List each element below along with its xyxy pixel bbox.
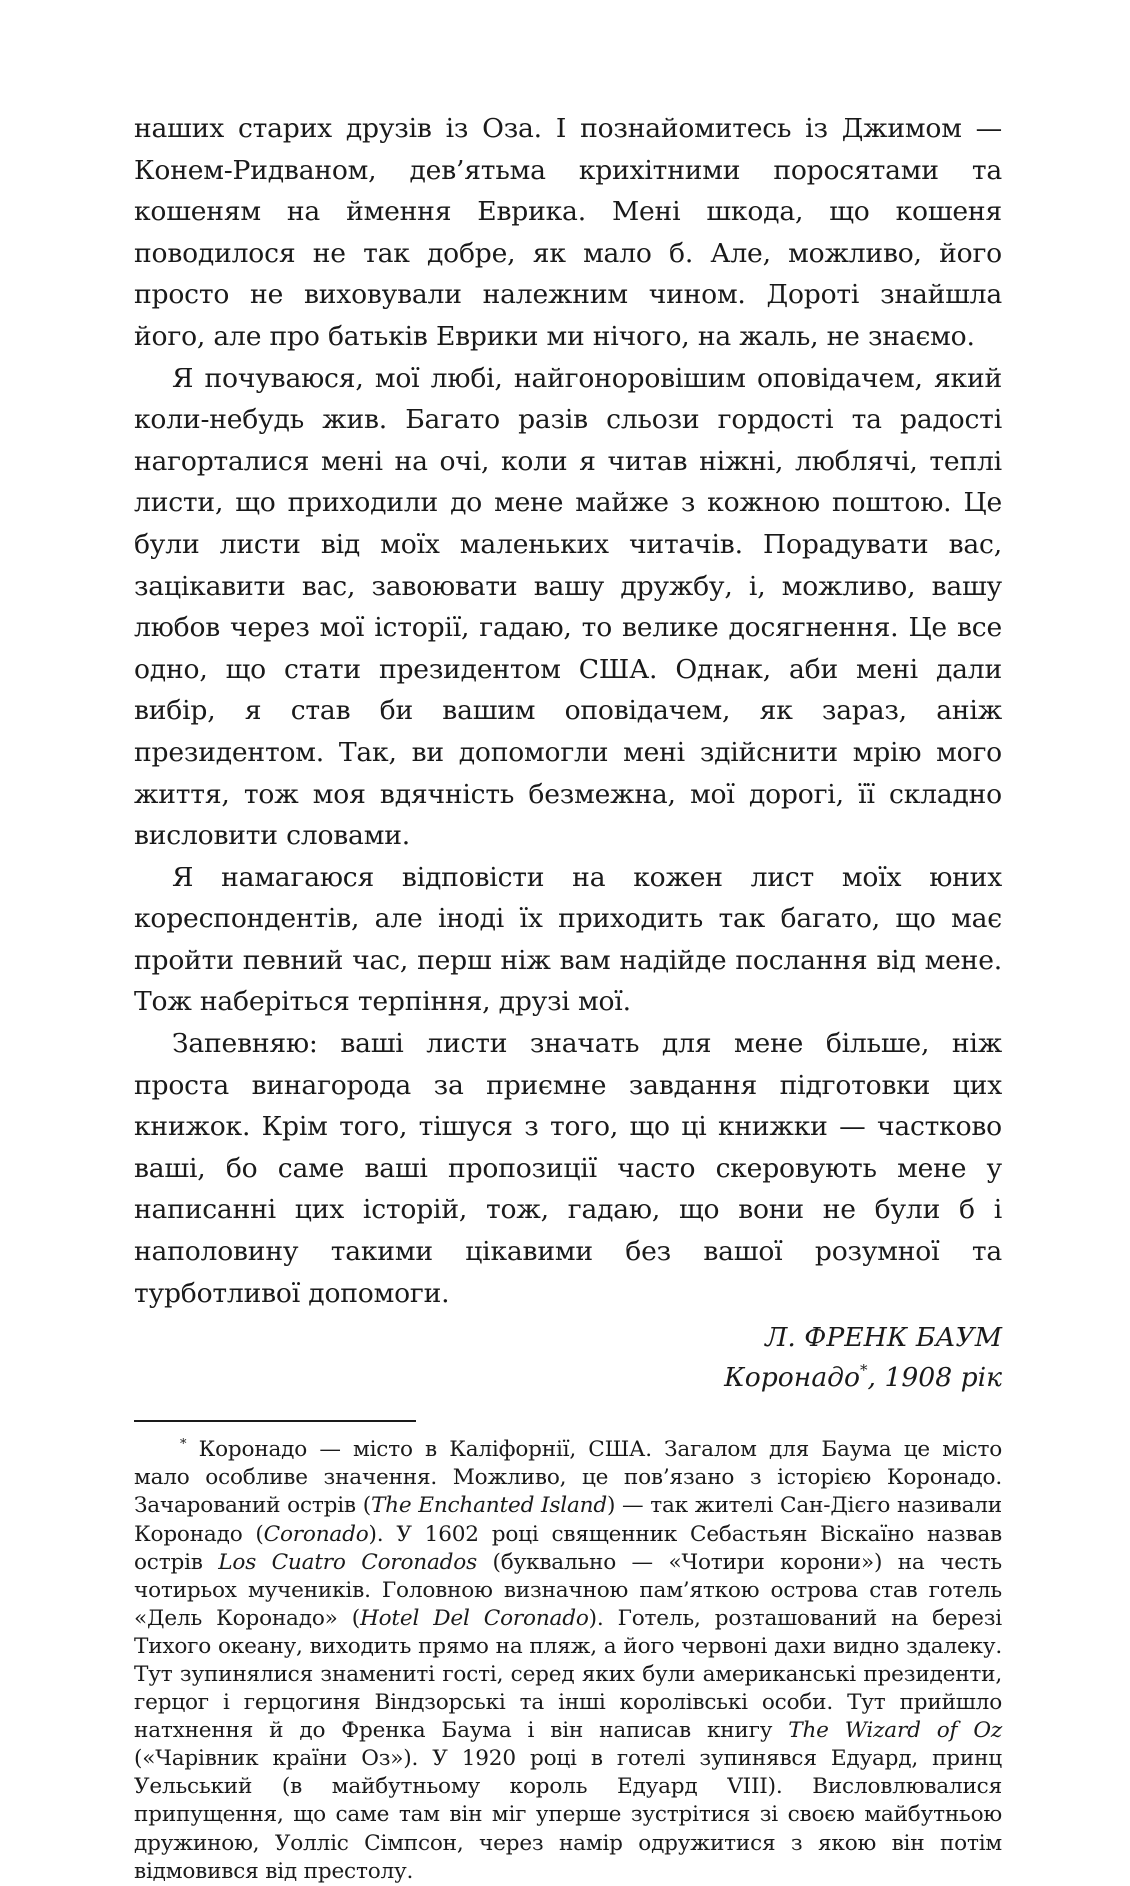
footnote-divider [134,1420,416,1422]
footnote-italic: Los Cuatro Coronados [218,1549,477,1575]
signature-author: Л. ФРЕНК БАУМ [765,1322,1002,1354]
paragraph: Запевняю: ваші листи значать для мене більше, ніж проста винагорода за приємне завдання підготовки цих книжок. Крім того, тішуся з того, що ці книжки — частково ваші, бо саме ваші пропозиції часто скеровують мене у написанні цих історій, тож, гадаю, що вони не були б і наполовину такими цікавими без вашої розумної та турботливої допомоги. [134,1028,1002,1309]
footnote-italic: Hotel Del Coronado [359,1605,589,1631]
footnote [134,1436,1002,1886]
footnote-reference: * [860,1361,868,1380]
footnote-text: ). Готель, розташований на березі Тихого океану, виходить прямо на пляж, а його червоні дахи видно здалеку. Тут зупинялися знамениті гості, серед яких були американські президенти, герцог і герцогиня Віндзорські та інші королівські особи. Тут прийшло натхнення й до Френка Баума і він написав книгу [134,1605,1002,1744]
signature-place: Коронадо [724,1362,861,1394]
main-text [134,108,1002,1314]
signature-date: , 1908 рік [867,1362,1002,1394]
footnote-italic: The Enchanted Island [370,1493,607,1519]
footnote-text: ) — так жителі Сан-Дієго називали Коронадо ( [134,1493,1002,1547]
paragraph: Я намагаюся відповісти на кожен лист моїх юних кореспондентів, але іноді їх приходить так багато, що має пройти певний час, перш ніж вам надійде послання від мене. Тож наберіться терпіння, друзі мої. [134,861,1002,1018]
paragraph: Я почуваюся, мої любі, найгоноровішим оповідачем, який коли-небудь жив. Багато разів сльози гордості та радості нагорталися мені на очі, коли я читав ніжні, люблячі, теплі листи, що приходили до мене майже з кожною поштою. Це були листи від моїх маленьких читачів. Порадувати вас, зацікавити вас, завоювати вашу дружбу, і, можливо, вашу любов через мої історії, гадаю, то велике досягнення. Це все одно, що стати президентом США. Однак, аби мені дали вибір, я став би вашим оповідачем, як зараз, аніж президентом. Так, ви допомогли мені здійснити мрію мого життя, тож моя вдячність безмежна, мої дорогі, її складно висловити словами. [134,362,1002,852]
footnote-mark: * [180,1437,187,1453]
footnote-italic: Coronado [263,1521,369,1547]
footnote-text: Коронадо — місто в Каліфорнії, США. Загалом для Баума це місто мало особливе значення. Можливо, це пов’язано з історією Коронадо. Зачарований острів ( [134,1437,1002,1519]
footnote-text: ). У 1602 році священник Себастьян Віскаїно назвав острів [134,1521,1003,1575]
paragraph: наших старих друзів із Оза. І познайомитесь із Джимом — Конем-Ридваном, дев’ятьма крихітними поросятами та кошеням на ймення Еврика. Мені шкода, що кошеня поводилося не так добре, як мало б. Але, можливо, його просто не виховували належним чином. Дороті знайшла його, але про батьків Еврики ми нічого, на жаль, не знаємо. [134,113,1002,352]
signature [134,1318,1002,1398]
footnote-italic: The Wizard of Oz [788,1718,1002,1744]
book-page [134,108,1002,1886]
footnote-text: (буквально — «Чотири корони») на честь чотирьох мучеників. Головною визначною пам’яткою острова став готель «Дель Коронадо» ( [134,1549,1002,1631]
signature-place-date [134,1358,1002,1398]
footnote-text: («Чарівник країни Оз»). У 1920 році в готелі зупинявся Едуард, принц Уельський (в майбутньому король Едуард VIII). Висловлювалися припущення, що саме там він міг уперше зустрітися зі своєю майбутньою дружиною, Уолліс Сімпсон, через намір одружитися з якою він потім відмовився від престолу. [134,1746,1002,1884]
